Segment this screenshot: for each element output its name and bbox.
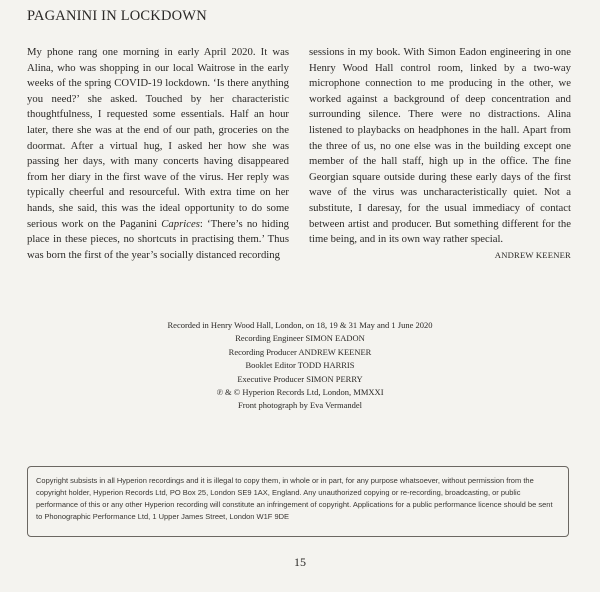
author-signature: ANDREW KEENER [494, 249, 571, 260]
recording-producer: Recording Producer ANDREW KEENER [228, 346, 372, 357]
booklet-editor: Booklet Editor TODD HARRIS [245, 360, 355, 371]
copyright-notice-box [27, 466, 569, 537]
work-title: Caprices [161, 217, 200, 230]
page-number: 15 [294, 555, 306, 569]
essay-column-left [27, 45, 289, 263]
recording-credits [100, 319, 500, 413]
recording-location: Recorded in Henry Wood Hall, London, on 18, 19 & 31 May and 1 June 2020 [167, 320, 433, 330]
essay-column-right [309, 45, 571, 263]
essay-paragraph-right: sessions in my book. With Simon Eadon engineering in one Henry Wood Hall control room, linked by a two-way microphone connection to me producing in the other, we worked against a background of deep concentration and surrounding silence. There were no distractions. Alina listened to playbacks on headphones in the hall. Apart from the three of us, no one else was in the building except one member of the hall staff, high up in the office. The fine Georgian square outside during these early days of the first wave of the virus was uncharacteristically quiet. Not a substitute, I daresay, for the usual immediacy of contact between artist and producer. But something different for the time being, and in its own way rather special. [309, 46, 571, 246]
recording-engineer: Recording Engineer SIMON EADON [235, 333, 365, 344]
executive-producer: Executive Producer SIMON PERRY [237, 373, 363, 384]
essay-text: My phone rang one morning in early April 2020. It was Alina, who was shopping in our local Waitrose in the early weeks of the spring COVID-19 lockdown. ‘Is there anything you need?’ she asked. Touched by her characteristic thoughtfulness, I requested some essentials. Half an hour later, there she was at the end of our path, groceries on the doormat. After a virtual hug, I asked her how she was passing her days, with many concerts having disappeared from her diary in the first wave of the virus. Her reply was typically cheerful and resourceful. With extra time on her hands, she said, this was the ideal opportunity to do some serious work on the Paganini [27, 46, 289, 230]
essay-text: : ‘There’s no hiding place in these pieces, no shortcuts in practising them.’ Thus was born the first of the year’s socially distanced recording [27, 217, 290, 261]
page-title: PAGANINI IN LOCKDOWN [27, 8, 207, 24]
rights-line: ℗ & © Hyperion Records Ltd, London, MMXXI [216, 387, 384, 398]
essay-paragraph-left [27, 45, 289, 263]
photo-credit: Front photograph by Eva Vermandel [237, 400, 362, 411]
copyright-notice-text: Copyright subsists in all Hyperion recordings and it is illegal to copy them, in whole or in part, for any purpose whatsoever, without permission from the copyright holder, Hyperion Records Ltd, PO Box 25, London SE9 1AX, England. Any unauthorized copying or re-recording, broadcasting, or public performance of this or any other Hyperion recording will constitute an infringement of copyright. Applications for a public performance licence should be sent to Phonographic Performance Ltd, 1 Upper James Street, London W1F 9DE [36, 476, 553, 521]
